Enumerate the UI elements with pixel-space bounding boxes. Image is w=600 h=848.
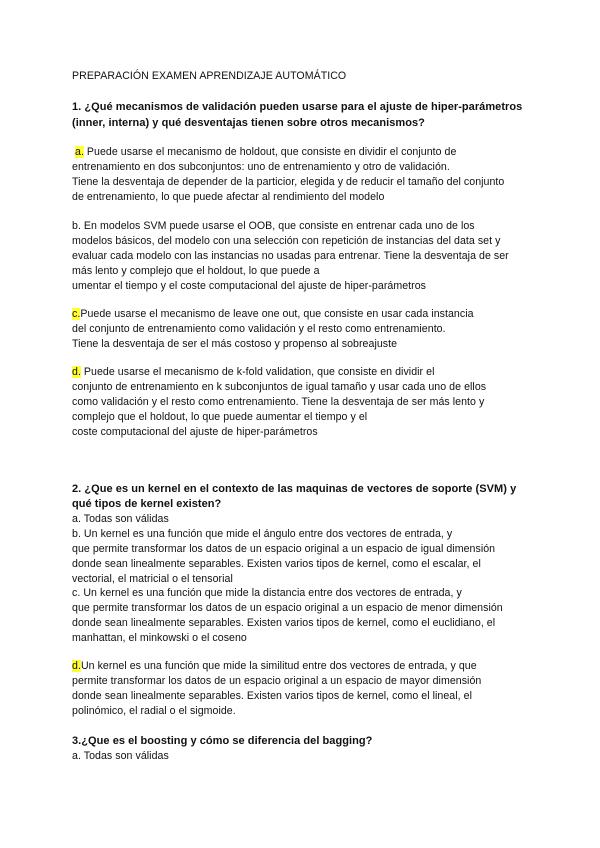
q1-option-c-line-1 <box>72 307 474 322</box>
document-title: PREPARACIÓN EXAMEN APRENDIZAJE AUTOMÁTICO <box>72 70 347 82</box>
q1-option-d-marker: d. <box>72 366 81 378</box>
q2-heading-line-1: 2. ¿Que es un kernel en el contexto de las maquinas de vectores de soporte (SVM) y <box>72 483 517 495</box>
q2-option-b-line-3: donde sean linealmente separables. Existen varios tipos de kernel, como el escalar, el <box>72 558 481 570</box>
q1-option-b-line-5: umentar el tiempo y el coste computacional del ajuste de hiper-parámetros <box>72 280 427 292</box>
q1-option-d-line-3: como validación y el resto como entrenamiento. Tiene la desventaja de ser más lento y <box>72 396 485 408</box>
q1-option-b-line-3: evaluar cada modelo con las instancias no usadas para entrenar. Tiene la desventaja de ser <box>72 250 509 262</box>
q1-heading-line-2: (inner, interna) y qué desventajas tienen sobre otros mecanismos? <box>72 117 425 129</box>
q1-option-a-line-2: entrenamiento en dos subconjuntos: uno de entrenamiento y otro de validación. <box>72 161 450 173</box>
q2-option-a: a. Todas son válidas <box>72 513 169 525</box>
q2-option-c-line-2: que permite transformar los datos de un espacio original a un espacio de menor dimensión <box>72 602 503 614</box>
q2-option-c-line-1: c. Un kernel es una función que mide la distancia entre dos vectores de entrada, y <box>72 587 462 599</box>
q1-option-a-marker: a. <box>75 146 84 158</box>
q1-heading-line-1: 1. ¿Qué mecanismos de validación pueden usarse para el ajuste de hiper-parámetros <box>72 101 523 113</box>
q2-option-c-line-3: donde sean linealmente separables. Existen varios tipos de kernel, como el euclidiano, el <box>72 617 496 629</box>
q3-heading: 3.¿Que es el boosting y cómo se diferencia del bagging? <box>72 735 373 747</box>
q1-option-b-line-4: más lento y complejo que el holdout, lo que puede a <box>72 265 320 277</box>
q1-option-d-line-5: coste computacional del ajuste de hiper-parámetros <box>72 426 318 438</box>
q1-option-c-line-2: del conjunto de entrenamiento como validación y el resto como entrenamiento. <box>72 323 446 335</box>
q1-option-a-line-3: Tiene la desventaja de depender de la particior, elegida y de reducir el tamaño del conjunto <box>72 176 505 188</box>
q2-option-d-line-1 <box>72 659 477 674</box>
q1-option-d-line-4: complejo que el holdout, lo que puede aumentar el tiempo y el <box>72 411 368 423</box>
q2-option-d-text: Un kernel es una función que mide la similitud entre dos vectores de entrada, y que <box>80 660 477 672</box>
q1-option-d-line-1 <box>72 365 434 380</box>
q2-option-b-line-1: b. Un kernel es una función que mide el ángulo entre dos vectores de entrada, y <box>72 528 453 540</box>
q1-option-a-line-1 <box>72 145 456 160</box>
q1-option-b-line-1: b. En modelos SVM puede usarse el OOB, que consiste en entrenar cada uno de los <box>72 220 475 232</box>
q2-option-d-marker: d. <box>72 660 81 672</box>
q2-option-d-line-3: donde sean linealmente separables. Existen varios tipos de kernel, como el lineal, el <box>72 690 472 702</box>
q1-option-c-text: Puede usarse el mecanismo de leave one out, que consiste en usar cada instancia <box>80 308 474 320</box>
q2-option-b-line-4: vectorial, el matricial o el tensorial <box>72 573 233 585</box>
q1-option-d-line-2: conjunto de entrenamiento en k subconjuntos de igual tamaño y usar cada uno de ellos <box>72 381 487 393</box>
q2-heading-line-2: qué tipos de kernel existen? <box>72 498 222 510</box>
q1-option-b-line-2: modelos básicos, del modelo con una selección con repetición de instancias del data set y <box>72 235 501 247</box>
q1-option-c-marker: c. <box>72 308 81 320</box>
q1-option-c-line-3: Tiene la desventaja de ser el más costoso y propenso al sobreajuste <box>72 338 398 350</box>
q3-option-a: a. Todas son válidas <box>72 750 169 762</box>
q2-option-c-line-4: manhattan, el minkowski o el coseno <box>72 632 247 644</box>
q2-option-d-line-4: polinómico, el radial o el sigmoide. <box>72 705 236 717</box>
q2-option-d-line-2: permite transformar los datos de un espacio original a un espacio de mayor dimensión <box>72 675 482 687</box>
q1-option-d-text: Puede usarse el mecanismo de k-fold validation, que consiste en dividir el <box>80 366 435 378</box>
q2-option-b-line-2: que permite transformar los datos de un espacio original a un espacio de igual dimensión <box>72 543 496 555</box>
q1-option-a-line-4: de entrenamiento, lo que puede afectar al rendimiento del modelo <box>72 191 385 203</box>
q1-option-a-text: Puede usarse el mecanismo de holdout, que consiste en dividir el conjunto de <box>83 146 457 158</box>
